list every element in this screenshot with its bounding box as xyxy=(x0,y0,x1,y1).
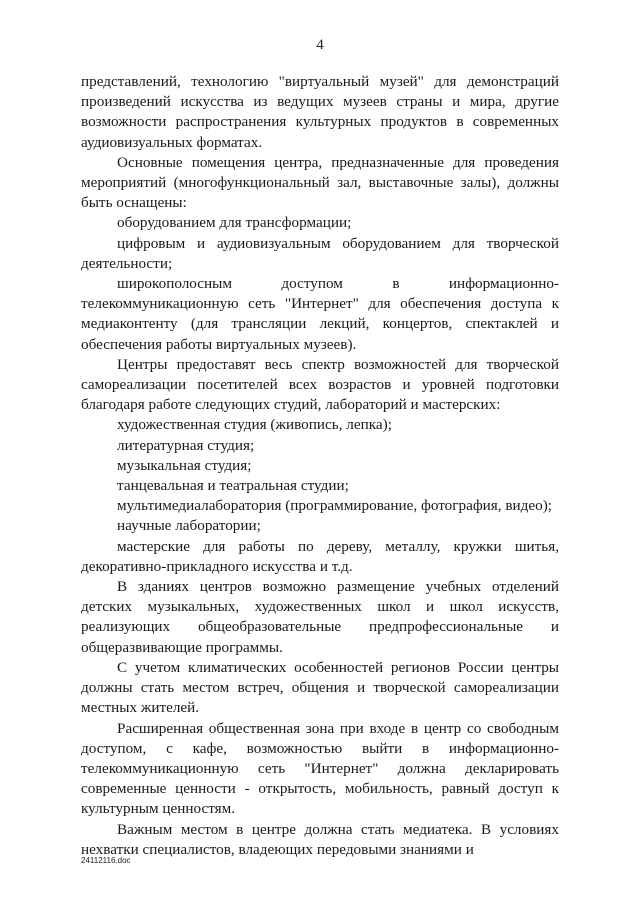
list-item: танцевальная и театральная студии; xyxy=(117,477,349,495)
list-item: широкополосным доступом в информационно-телекоммуникационную сеть "Интернет" для обеспечения доступа к медиаконтенту (для трансляции лекций, концертов, спектаклей и обеспечения работы виртуальных музеев). xyxy=(81,275,559,353)
paragraph: Основные помещения центра, предназначенные для проведения мероприятий (многофункциональный зал, выставочные залы), должны быть оснащены: xyxy=(81,153,559,212)
list-item: литературная студия; xyxy=(117,436,255,454)
footer-filename: 24112116.doc xyxy=(81,856,131,865)
paragraph: Расширенная общественная зона при входе в центр со свободным доступом, с кафе, возможностью выйти в информационно-телекоммуникационную сеть "Интернет" должна декларировать современные ценности - открытость, мобильность, равный доступ к культурным ценностям. xyxy=(81,719,559,818)
list-item: художественная студия (живопись, лепка); xyxy=(117,416,392,434)
paragraph: С учетом климатических особенностей регионов России центры должны стать местом встреч, общения и творческой самореализации местных жителей. xyxy=(81,658,559,717)
paragraph: представлений, технологию "виртуальный музей" для демонстраций произведений искусства из ведущих музеев страны и мира, другие возможности распространения культурных продуктов в современных аудиовизуальных форматах. xyxy=(81,73,559,151)
list-item: музыкальная студия; xyxy=(117,456,252,474)
page-number: 4 xyxy=(316,37,324,53)
list-item: научные лаборатории; xyxy=(117,517,261,535)
document-body xyxy=(81,72,559,860)
list-item: оборудованием для трансформации; xyxy=(117,214,352,232)
list-item: мастерские для работы по дереву, металлу, кружки шитья, декоративно-прикладного искусства и т.д. xyxy=(81,537,559,575)
paragraph: Важным местом в центре должна стать медиатека. В условиях нехватки специалистов, владеющих передовыми знаниями и xyxy=(81,820,559,858)
list-item: цифровым и аудиовизуальным оборудованием для творческой деятельности; xyxy=(81,234,559,272)
paragraph: В зданиях центров возможно размещение учебных отделений детских музыкальных, художественных школ и школ искусств, реализующих общеобразовательные предпрофессиональные и общеразвивающие программы. xyxy=(81,578,559,656)
paragraph: Центры предоставят весь спектр возможностей для творческой самореализации посетителей всех возрастов и уровней подготовки благодаря работе следующих студий, лабораторий и мастерских: xyxy=(81,355,559,414)
list-item: мультимедиалаборатория (программирование, фотография, видео); xyxy=(117,497,553,515)
